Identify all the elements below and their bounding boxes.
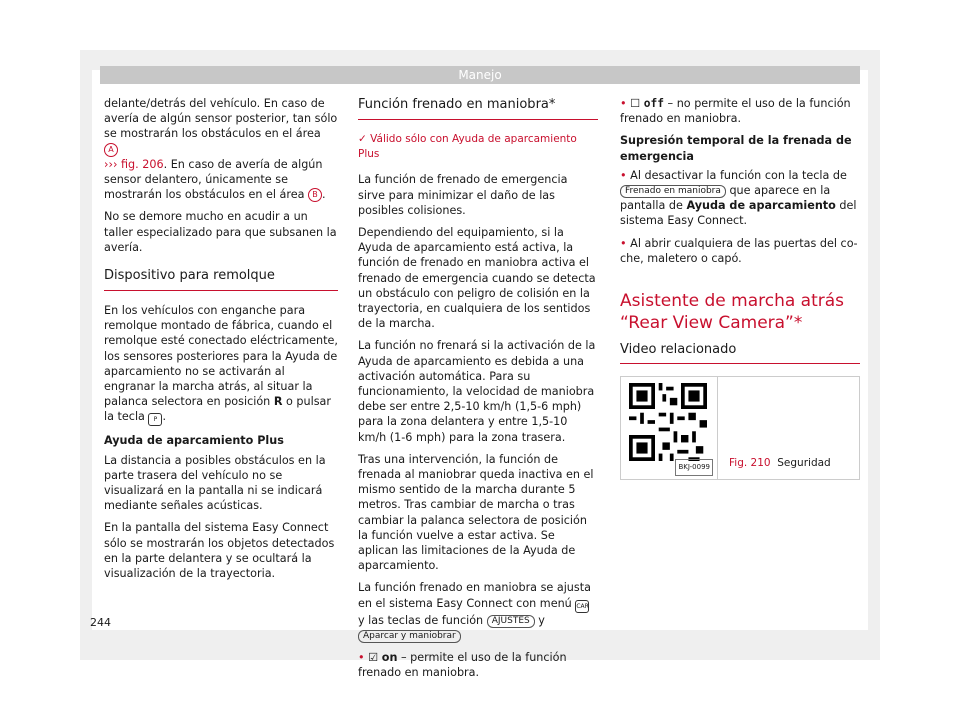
bullet-on: • ☑ on – permite el uso de la función frenado en maniobra. — [358, 651, 567, 680]
paragraph: delante/detrás del vehículo. En caso de avería de algún sensor posterior, tan sólo se mostrarán los obstáculos en el área A ››› fig. 206. En caso de avería de algún sensor delantero, únicamente se mostrarán los obstáculos en el área B . — [104, 97, 338, 202]
paragraph: Dependiendo del equipamiento, si la Ayuda de aparcamiento está activa, la función de frenado en maniobra activa el frenado de emergencia cuando se detecta un obstáculo con peligro de colisión en la trayectoria, en cualquiera de los sentidos de la marcha. — [358, 226, 596, 331]
video-heading: Video relacionado — [620, 342, 860, 364]
unchecked-box-icon: ☐ — [630, 97, 641, 110]
paragraph: En los vehículos con enganche para remolque montado de fábrica, cuando el remolque esté conectado eléctricamente, los sensores posteriores para la Ayuda de aparcamiento no se activarán al engranar la marcha atrás, al situar la palanca selectora en posición R o pulsar la tecla P . — [104, 303, 338, 426]
ajustes-key[interactable]: AJUSTES — [487, 615, 535, 628]
validity-note: ✓ Válido sólo con Ayuda de aparcamiento Plus — [358, 133, 577, 161]
column-3 — [620, 96, 860, 480]
bullet-off: • ☐ off – no permite el uso de la función frenado en maniobra. — [620, 97, 851, 126]
figure-link[interactable]: ››› fig. 206 — [104, 157, 164, 171]
paragraph: En la pantalla del sistema Easy Connect sólo se mostrarán los objetos detectados en la parte delantera y se ocultará la visualización de la trayectoria. — [104, 521, 335, 581]
area-b-marker: B — [308, 188, 322, 202]
paragraph: La función no frenará si la activación de la Ayuda de aparcamiento es debida a una activación automática. Para su funcionamiento, la velocidad de maniobra debe ser entre 2,5-10 km/h (1,5-6 mph) para la zona delantera y entre 1,5-10 km/h (1-6 mph) para la zona trasera. — [358, 339, 596, 444]
checked-box-icon: ☑ — [368, 651, 379, 665]
page-number: 244 — [90, 616, 111, 629]
figure-caption: Fig. 210 Seguridad — [729, 457, 831, 470]
section-title-trailer: Dispositivo para remolque — [104, 267, 338, 291]
parking-key-icon: P — [148, 413, 162, 426]
paragraph: La función frenado en maniobra se ajusta en el sistema Easy Connect con menú CAR y las teclas de función AJUSTES y Aparcar y maniobrar — [358, 581, 591, 641]
subheading: Ayuda de aparcamiento Plus — [104, 434, 284, 448]
paragraph: La distancia a posibles obstáculos en la parte trasera del vehículo no se visualizará en la pantalla ni se indicará mediante señales acústicas. — [104, 453, 326, 513]
car-menu-icon: CAR — [575, 600, 589, 613]
bullet-item: • Al desactivar la función con la tecla de Frenado en maniobra que aparece en la pantalla de Ayuda de aparcamiento del sistema Easy Connect. — [620, 168, 857, 228]
section-title-brake: Función frenado en maniobra* — [358, 96, 598, 120]
chapter-title: Asistente de marcha atrás “Rear View Camera”* — [620, 291, 845, 334]
bullet-item: • Al abrir cualquiera de las puertas del coche, maletero o capó. — [620, 236, 858, 265]
section-header: Manejo — [100, 66, 860, 84]
check-icon: ✓ — [358, 133, 367, 145]
qr-code-icon — [629, 383, 707, 461]
subheading: Supresión temporal de la frenada de emergencia — [620, 134, 852, 163]
frenado-maniobra-key[interactable]: Frenado en maniobra — [620, 185, 726, 198]
qr-code-panel[interactable] — [621, 377, 718, 479]
column-2 — [358, 96, 598, 688]
paragraph: Tras una intervención, la función de frenada al maniobrar queda inactiva en el mismo sentido de la marcha durante 5 metros. Tras cambiar de marcha o tras cambiar la palanca selectora de posición la función vuelve a estar activa. Se aplican las limitaciones de la Ayuda de aparcamiento. — [358, 452, 594, 573]
column-1 — [104, 96, 338, 588]
figure-210 — [620, 376, 860, 480]
area-a-marker: A — [104, 143, 118, 157]
paragraph: La función de frenado de emergencia sirve para minimizar el daño de las posibles colisiones. — [358, 173, 568, 217]
paragraph: No se demore mucho en acudir a un taller especializado para que subsanen la avería. — [104, 210, 337, 254]
figure-id-tag: BKJ-0099 — [675, 459, 713, 476]
aparcar-maniobrar-key[interactable]: Aparcar y maniobrar — [358, 630, 461, 643]
